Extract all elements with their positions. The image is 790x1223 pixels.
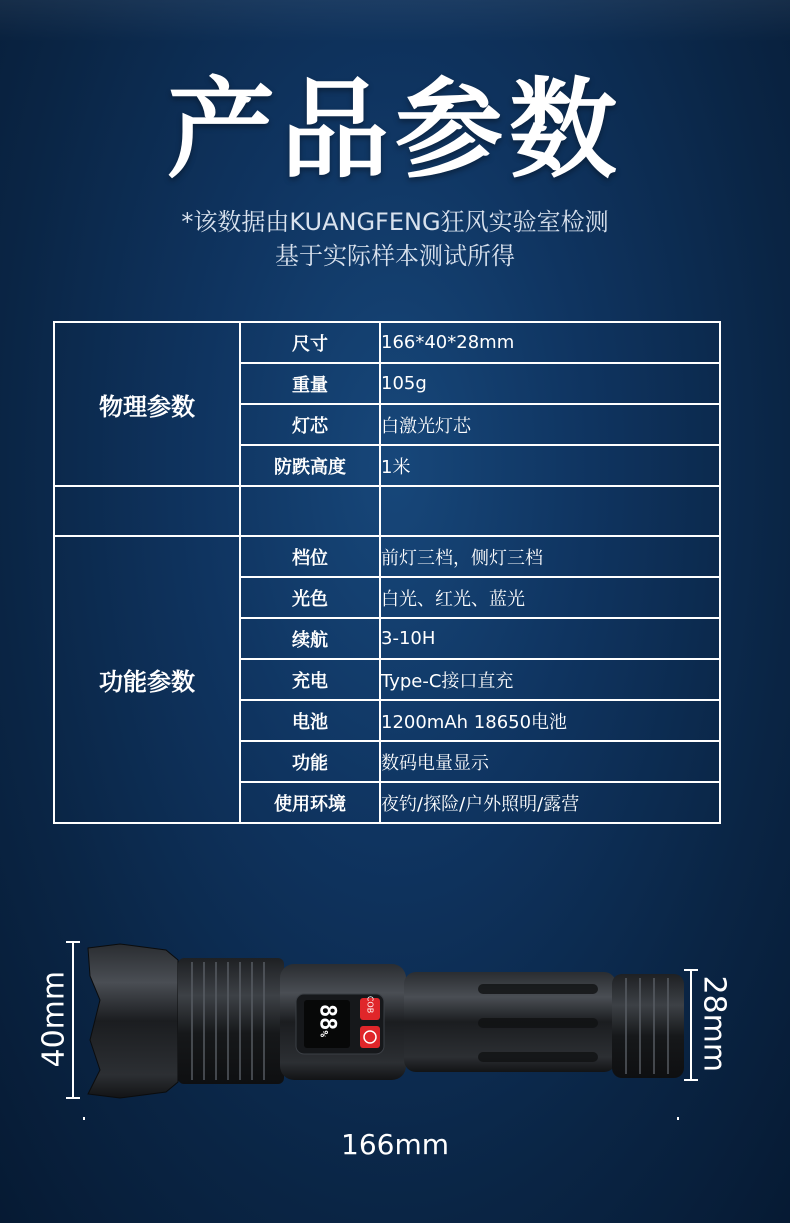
spec-label: 重量 bbox=[240, 363, 380, 404]
battery-display-text bbox=[315, 1000, 340, 1042]
spec-value: 166*40*28mm bbox=[380, 322, 720, 363]
height-dimension-label: 40mm bbox=[36, 970, 72, 1068]
page-title: 产品参数 bbox=[166, 68, 623, 193]
spec-label: 灯芯 bbox=[240, 404, 380, 445]
spec-label: 尺寸 bbox=[240, 322, 380, 363]
spec-label: 电池 bbox=[240, 700, 380, 741]
spec-value: 前灯三档，侧灯三档 bbox=[380, 536, 720, 577]
spec-label: 续航 bbox=[240, 618, 380, 659]
spec-value: 白光、红光、蓝光 bbox=[380, 577, 720, 618]
table-row bbox=[54, 322, 720, 363]
spec-value: 105g bbox=[380, 363, 720, 404]
spacer-cell bbox=[240, 486, 380, 536]
spec-label: 使用环境 bbox=[240, 782, 380, 823]
table-row-spacer bbox=[54, 486, 720, 536]
spacer-cell bbox=[54, 486, 240, 536]
spec-label: 充电 bbox=[240, 659, 380, 700]
spec-label: 功能 bbox=[240, 741, 380, 782]
length-dimension-label: 166mm bbox=[341, 1128, 449, 1161]
spec-value: 3-10H bbox=[380, 618, 720, 659]
subtitle-line-1: *该数据由KUANGFENG狂风实验室检测 bbox=[181, 208, 609, 236]
spec-value: 1米 bbox=[380, 445, 720, 486]
power-button bbox=[360, 1026, 380, 1048]
length-dimension bbox=[84, 1117, 678, 1120]
spec-label: 防跌高度 bbox=[240, 445, 380, 486]
spec-value: 数码电量显示 bbox=[380, 741, 720, 782]
spec-label: 光色 bbox=[240, 577, 380, 618]
tail-dimension-label: 28mm bbox=[696, 975, 732, 1073]
battery-display-unit: % bbox=[317, 1030, 331, 1038]
spec-value: 白激光灯芯 bbox=[380, 404, 720, 445]
group-physical: 物理参数 bbox=[54, 322, 240, 486]
group-functional: 功能参数 bbox=[54, 536, 240, 823]
spec-label: 档位 bbox=[240, 536, 380, 577]
top-banner-strip bbox=[0, 0, 790, 42]
mode-button-label: COB bbox=[365, 995, 375, 1014]
flashlight-illustration bbox=[0, 920, 790, 1120]
spec-value: 1200mAh 18650电池 bbox=[380, 700, 720, 741]
spec-table bbox=[53, 321, 721, 824]
spacer-cell bbox=[380, 486, 720, 536]
battery-display-value: 88 bbox=[314, 1003, 340, 1031]
spec-value: Type-C接口直充 bbox=[380, 659, 720, 700]
table-row bbox=[54, 536, 720, 577]
spec-value: 夜钓/探险/户外照明/露营 bbox=[380, 782, 720, 823]
flashlight-body bbox=[88, 944, 684, 1098]
subtitle-line-2: 基于实际样本测试所得 bbox=[275, 242, 515, 270]
